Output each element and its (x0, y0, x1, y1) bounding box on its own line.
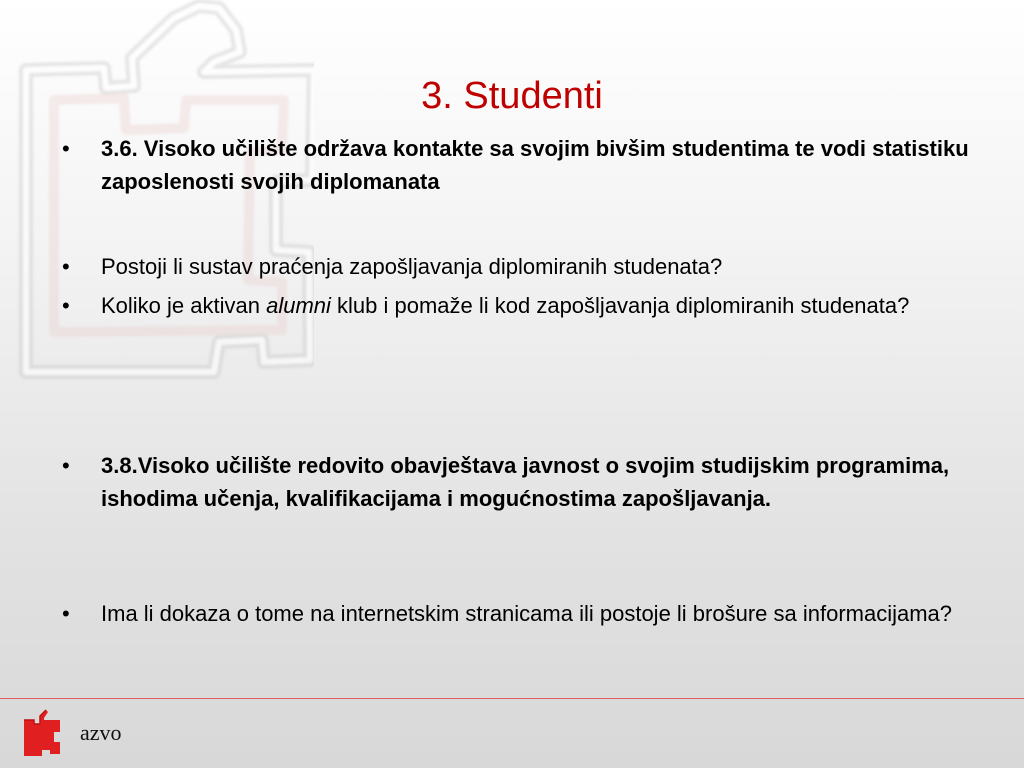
footer-brand-text: azvo (80, 720, 122, 745)
bullet-text-before: Koliko je aktivan (101, 293, 267, 318)
bullet-marker: • (62, 453, 70, 478)
azvo-logo-icon (20, 708, 62, 758)
bullet-text: 3.8.Visoko učilište redovito obavještava javnost o svojim studijskim programima, ishodima učenja, kvalifikacijama i mogućnostima zapošljavanja. (101, 453, 950, 511)
bullet-text: 3.6. Visoko učilište održava kontakte sa svojim bivšim studentima te vodi statistiku zaposlenosti svojih diplomanata (101, 136, 969, 194)
list-item (58, 449, 978, 515)
bullet-marker: • (62, 293, 70, 318)
bullet-text-italic: alumni (266, 293, 331, 318)
footer-divider (0, 698, 1024, 699)
bullet-text-after: klub i pomaže li kod zapošljavanja diplomiranih studenata? (330, 293, 910, 318)
bullet-text: Postoji li sustav praćenja zapošljavanja diplomiranih studenata? (101, 254, 723, 279)
list-item (58, 289, 978, 322)
bullet-text: Ima li dokaza o tome na internetskim stranicama ili postoje li brošure sa informacijama? (101, 601, 953, 626)
list-item (58, 132, 978, 198)
bullet-text (101, 289, 971, 322)
bullet-marker: • (62, 601, 70, 626)
list-item (58, 250, 978, 283)
bullet-marker: • (62, 254, 70, 279)
slide-title: 3. Studenti (421, 75, 603, 117)
bullet-marker: • (62, 136, 70, 161)
list-item (58, 597, 978, 630)
